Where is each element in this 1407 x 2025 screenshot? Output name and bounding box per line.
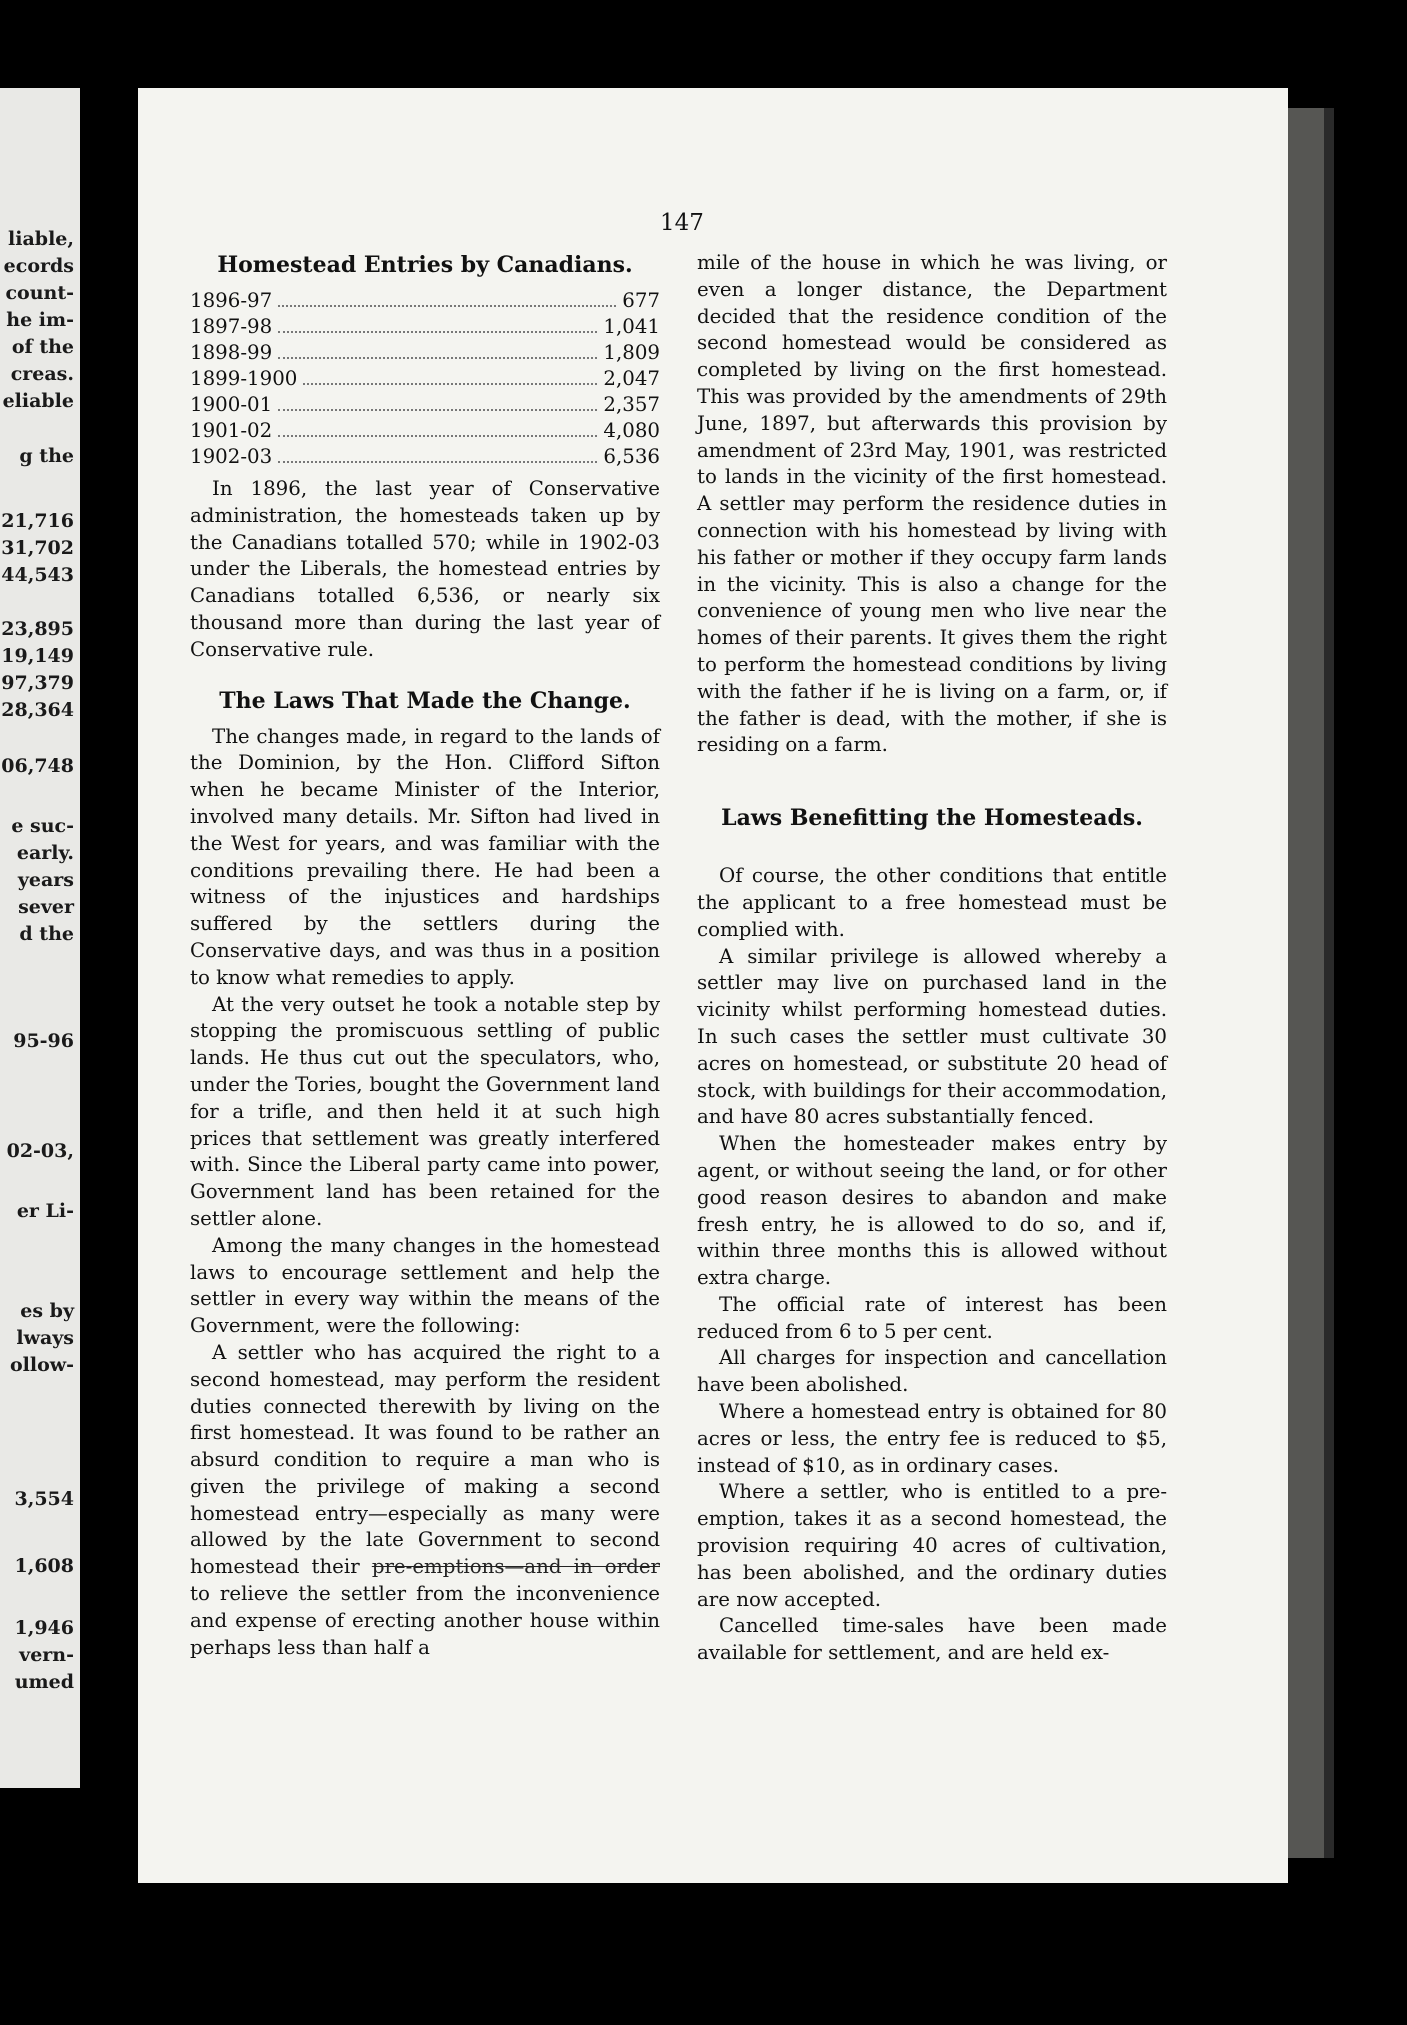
entry-row xyxy=(190,444,660,470)
paragraph: When the homesteader makes entry by agent, or without seeing the land, or for other good reason desires to abandon and make fresh entry, he is allowed to do so, and if, within three months this is allowed without extra charge. xyxy=(697,1132,1167,1290)
prev-page-text: of the xyxy=(11,336,74,358)
paragraph: All charges for inspection and cancellation have been abolished. xyxy=(697,1346,1167,1397)
entry-row xyxy=(190,288,660,314)
paragraph: Of course, the other conditions that entitle the applicant to a free homestead must be complied with. xyxy=(697,864,1167,941)
entry-count: 1,041 xyxy=(603,315,660,338)
prev-page-text: g the xyxy=(19,445,74,467)
right-column xyxy=(697,250,1167,1667)
entry-count: 1,809 xyxy=(603,341,660,364)
paragraph: The official rate of interest has been reduced from 6 to 5 per cent. xyxy=(697,1292,1167,1343)
entry-row xyxy=(190,366,660,392)
entries-table xyxy=(190,288,660,470)
leader-dots xyxy=(278,331,597,333)
leader-dots xyxy=(278,305,616,307)
paragraph: At the very outset he took a notable step by stopping the promiscuous settling of public lands. He thus cut out the speculators, who, under the Tories, bought the Government land for a trifle, and then held it at such high prices that settlement was greatly interfered with. Since the Liberal party came into power, Government land has been retained for the settler alone. xyxy=(190,992,660,1230)
prev-page-text: es by xyxy=(20,1300,74,1322)
prev-page-text: eliable xyxy=(2,390,74,412)
paragraph: A similar privilege is allowed whereby a settler may live on purchased land in the vicinity whilst performing homestead duties. In such cases the settler must cultivate 30 acres on homestead, or substitute 20 head of stock, with buildings for their accommodation, and have 80 acres substantially fenced. xyxy=(697,944,1167,1129)
prev-page-text: early. xyxy=(16,842,74,864)
paragraph: The changes made, in regard to the lands of the Dominion, by the Hon. Clifford Sifton when he became Minister of the Interior, involved many details. Mr. Sifton had lived in the West for years, and was familiar with the conditions prevailing there. He had been a witness of the injustices and hardships suffered by the settlers during the Conservative days, and was thus in a position to know what remedies to apply. xyxy=(190,724,660,989)
leader-dots xyxy=(278,409,597,411)
prev-page-text: e suc- xyxy=(11,815,74,837)
paragraph-text: A settler who has acquired the right to a second homestead, may perform the resident duties connected therewith by living on the first homestead. It was found to be rather an absurd condition to require a man who is given the privilege of making a second homestead entry—especially as many were allowed by the late Government to second homestead their xyxy=(190,1340,660,1579)
prev-page-text: d the xyxy=(19,923,74,945)
page-edge xyxy=(1288,108,1324,1858)
prev-page-text: ecords xyxy=(3,255,74,277)
paragraph: Cancelled time-sales have been made available for settlement, and are held ex- xyxy=(697,1614,1167,1665)
prev-page-text: sever xyxy=(18,896,74,918)
prev-page-text: 28,364 xyxy=(1,699,74,721)
prev-page-text: umed xyxy=(14,1671,74,1693)
prev-page-text: 21,716 xyxy=(1,510,74,532)
prev-page-text: 1,608 xyxy=(14,1555,74,1577)
entry-year: 1902-03 xyxy=(190,445,273,468)
entry-year: 1898-99 xyxy=(190,341,273,364)
entry-row xyxy=(190,418,660,444)
paragraph xyxy=(190,1340,660,1662)
prev-page-text: creas. xyxy=(10,363,74,385)
entry-year: 1896-97 xyxy=(190,289,273,312)
entry-year: 1899-1900 xyxy=(190,367,298,390)
paragraph: Where a homestead entry is obtained for 80 acres or less, the entry fee is reduced to $5, instead of $10, as in ordinary cases. xyxy=(697,1400,1167,1477)
entry-row xyxy=(190,340,660,366)
leader-dots xyxy=(278,435,597,437)
prev-page-text: 02-03, xyxy=(6,1140,74,1162)
entry-count: 2,047 xyxy=(603,367,660,390)
heading-laws-change: The Laws That Made the Change. xyxy=(219,687,631,714)
struck-text: pre-emptions—and in order xyxy=(371,1555,660,1579)
prev-page-text: 44,543 xyxy=(1,564,74,586)
entry-year: 1897-98 xyxy=(190,315,273,338)
paragraph: Where a settler, who is entitled to a pre-emption, takes it as a second homestead, the provision requiring 40 acres of cultivation, has been abolished, and the ordinary duties are now accepted. xyxy=(697,1480,1167,1611)
paragraph: In 1896, the last year of Conservative administration, the homesteads taken up by the Canadians totalled 570; while in 1902-03 under the Liberals, the homestead entries by Canadians totalled 6,536, or nearly six thousand more than during the last year of Conservative rule. xyxy=(190,477,660,661)
left-column xyxy=(190,250,660,1661)
entry-count: 2,357 xyxy=(603,393,660,416)
prev-page-text: lways xyxy=(16,1327,74,1349)
prev-page-text: vern- xyxy=(19,1644,74,1666)
prev-page-text: 19,149 xyxy=(1,645,74,667)
entry-count: 6,536 xyxy=(603,445,660,468)
prev-page-text: 1,946 xyxy=(14,1617,74,1639)
leader-dots xyxy=(278,357,597,359)
paragraph: mile of the house in which he was living, or even a longer distance, the Department decided that the residence condition of the second homestead would be considered as completed by living on the first homestead. This was provided by the amendments of 29th June, 1897, but afterwards this provision by amendment of 23rd May, 1901, was restricted to lands in the vicinity of the first homestead. A settler may perform the residence duties in connection with his homestead by living with his father or mother if they occupy farm lands in the vicinity. This is also a change for the convenience of young men who live near the homes of their parents. It gives them the right to perform the homestead conditions by living with the father if he is living on a farm, or, if the father is dead, with the mother, if she is residing on a farm. xyxy=(697,251,1167,757)
prev-page-text: 23,895 xyxy=(1,618,74,640)
prev-page-text: he im- xyxy=(6,309,74,331)
entry-count: 677 xyxy=(622,289,660,312)
page-shadow xyxy=(1324,108,1334,1858)
entry-year: 1900-01 xyxy=(190,393,273,416)
entry-row xyxy=(190,392,660,418)
prev-page-text: ollow- xyxy=(9,1354,74,1376)
heading-laws-benefitting: Laws Benefitting the Homesteads. xyxy=(721,805,1143,832)
entry-row xyxy=(190,314,660,340)
entry-year: 1901-02 xyxy=(190,419,273,442)
prev-page-text: 06,748 xyxy=(1,755,74,777)
paragraph-text: to relieve the settler from the inconvenience and expense of erecting another house within perhaps less than half a xyxy=(190,1582,660,1659)
leader-dots xyxy=(303,383,597,385)
leader-dots xyxy=(278,461,597,463)
prev-page-text: 3,554 xyxy=(14,1488,74,1510)
paragraph: Among the many changes in the homestead laws to encourage settlement and help the settler in every way within the means of the Government, were the following: xyxy=(190,1233,660,1338)
prev-page-text: 95-96 xyxy=(13,1030,74,1052)
prev-page-text: 31,702 xyxy=(1,537,74,559)
page-number: 147 xyxy=(660,210,704,236)
entry-count: 4,080 xyxy=(603,419,660,442)
prev-page-text: years xyxy=(17,869,74,891)
prev-page-text: count- xyxy=(5,282,74,304)
previous-page-fragment xyxy=(0,88,80,1788)
heading-homestead-entries: Homestead Entries by Canadians. xyxy=(217,252,633,278)
prev-page-text: liable, xyxy=(8,228,74,250)
prev-page-text: 97,379 xyxy=(1,672,74,694)
prev-page-text: er Li- xyxy=(16,1200,74,1222)
